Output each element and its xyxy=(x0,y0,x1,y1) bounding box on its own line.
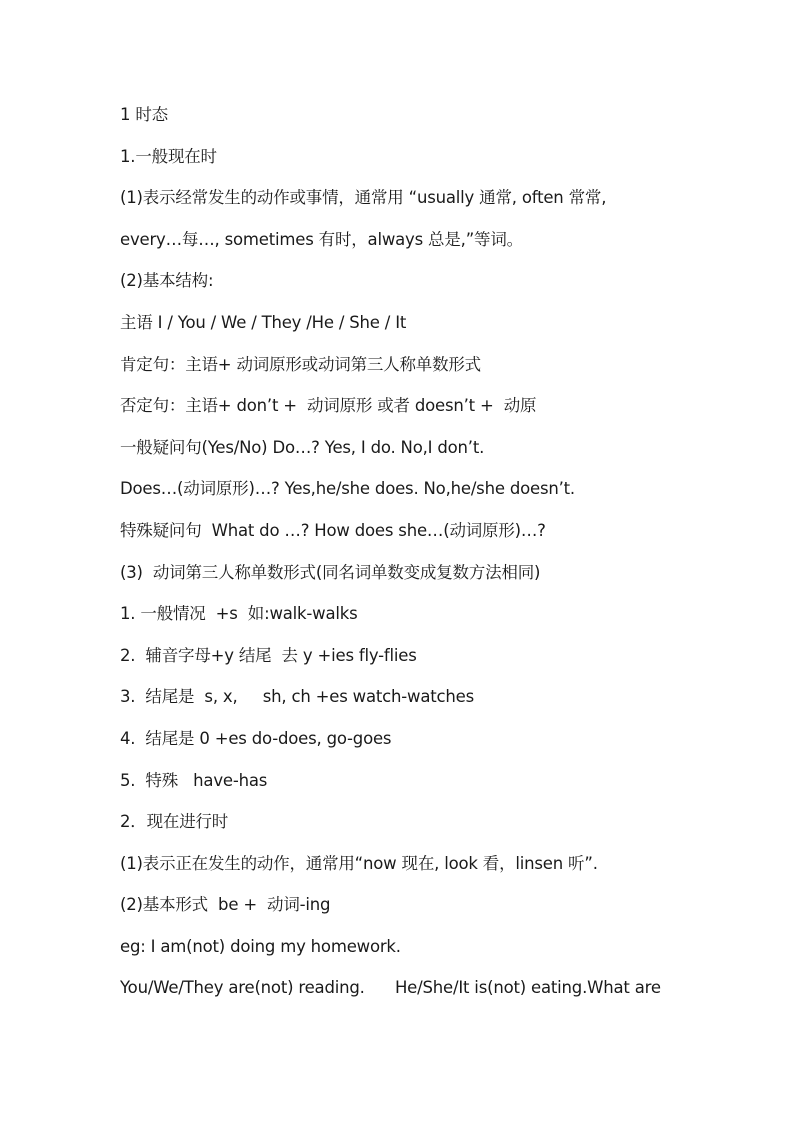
subheading-present-continuous: 2．现在进行时 xyxy=(120,812,229,832)
text-line: eg: I am(not) doing my homework. xyxy=(120,936,401,956)
section-heading-tenses: 1 时态 xyxy=(120,105,168,124)
text-line: (1)表示正在发生的动作，通常用“now 现在, look 看，linsen 听”. xyxy=(120,853,598,873)
list-item: 2. 辅音字母+y 结尾 去 y +ies fly-flies xyxy=(120,645,417,665)
text-line: 否定句：主语+ don’t + 动词原形 或者 doesn’t + 动原 xyxy=(120,396,537,416)
text-line: every…每…, sometimes 有时，always 总是,”等词。 xyxy=(120,229,523,249)
text-line: (3) 动词第三人称单数形式(同名词单数变成复数方法相同) xyxy=(120,562,541,582)
subheading-simple-present: 1.一般现在时 xyxy=(120,146,217,166)
list-item: 3. 结尾是 s, x, sh, ch +es watch-watches xyxy=(120,687,474,707)
text-line: 一般疑问句(Yes/No) Do…? Yes, I do. No,I don’t. xyxy=(120,437,485,457)
document-body xyxy=(120,98,690,1013)
text-line: 特殊疑问句 What do …? How does she…(动词原形)…? xyxy=(120,520,546,540)
text-line: 主语 I / You / We / They /He / She / It xyxy=(120,312,407,332)
list-item: 1. 一般情况 +s 如:walk-walks xyxy=(120,604,358,624)
text-line: (2)基本结构: xyxy=(120,271,214,291)
text-line: Does…(动词原形)…? Yes,he/she does. No,he/she doesn’t. xyxy=(120,479,575,499)
list-item: 5. 特殊 have-has xyxy=(120,770,268,790)
text-line: (1)表示经常发生的动作或事情，通常用 “usually 通常, often 常常, xyxy=(120,188,607,208)
text-line: (2)基本形式 be + 动词-ing xyxy=(120,895,331,915)
text-line: You/We/They are(not) reading. He/She/It is(not) eating.What are xyxy=(120,978,661,998)
text-line: 肯定句：主语+ 动词原形或动词第三人称单数形式 xyxy=(120,354,481,374)
list-item: 4. 结尾是 0 +es do-does, go-goes xyxy=(120,728,392,748)
